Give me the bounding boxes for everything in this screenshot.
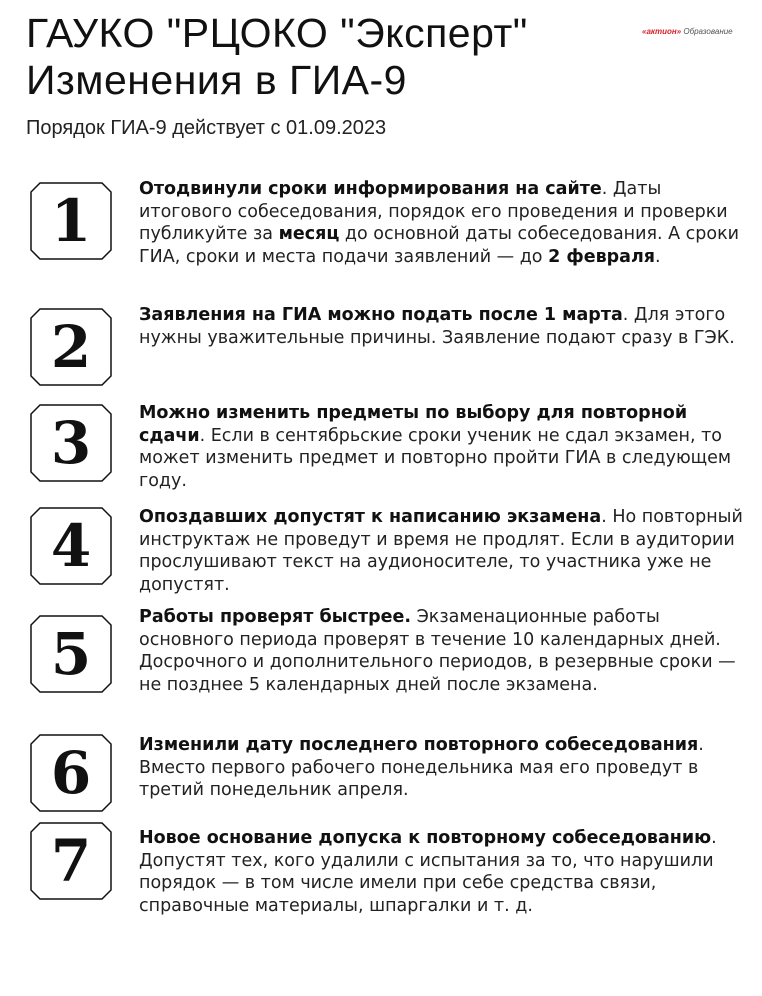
title-line-2: Изменения в ГИА-9 bbox=[26, 57, 407, 103]
item-text-bold: месяц bbox=[278, 224, 340, 245]
number-badge bbox=[30, 182, 112, 260]
item-text-run: . Вместо первого рабочего понедельника мая его проведут в третий понедельник апреля. bbox=[139, 735, 704, 801]
number-badge bbox=[30, 615, 112, 693]
item-text-run: до основной даты собеседования. А сроки ГИА, сроки и места подачи заявлений — до bbox=[139, 224, 740, 268]
number-badge bbox=[30, 404, 112, 482]
logo-subtitle: Образование bbox=[683, 27, 733, 36]
item-number: 4 bbox=[50, 512, 92, 580]
page-subtitle: Порядок ГИА-9 действует с 01.09.2023 bbox=[26, 117, 387, 139]
item-text-bold: Новое основание допуска к повторному собеседованию bbox=[139, 828, 712, 848]
item-text-run: . bbox=[655, 247, 661, 268]
item-text-bold: Изменили дату последнего повторного собеседования bbox=[139, 735, 699, 755]
number-badge bbox=[30, 308, 112, 386]
item-text bbox=[139, 402, 747, 493]
item-number: 2 bbox=[50, 313, 92, 381]
item-text-bold: Работы проверят быстрее. bbox=[139, 607, 411, 627]
item-text bbox=[139, 827, 747, 918]
item-number: 1 bbox=[50, 187, 92, 255]
item-text bbox=[139, 178, 747, 269]
item-text bbox=[139, 734, 747, 802]
item-text-run: . Даты итогового собеседования, порядок его проведения и проверки публикуйте за bbox=[139, 179, 728, 245]
item-text-run: . Допустят тех, кого удалили с испытания за то, что нарушили порядок — в том числе имели при себе средства связи, справочные материалы, шпаргалки и т. д. bbox=[139, 828, 717, 917]
item-text-run: . Но повторный инструктаж не проведут и время не продлят. Если в аудитории прослушивают текст на аудионосителе, то участника уже не допустят. bbox=[139, 507, 743, 596]
item-text-run: . Если в сентябрьские сроки ученик не сдал экзамен, то может изменить предмет и повторно пройти ГИА в следующем году. bbox=[139, 425, 732, 492]
number-badge bbox=[30, 507, 112, 585]
title-line-1: ГАУКО "РЦОКО "Эксперт" bbox=[26, 10, 528, 56]
item-number: 3 bbox=[50, 409, 92, 477]
logo-brand: «актион» bbox=[642, 27, 682, 36]
item-number: 5 bbox=[50, 620, 92, 688]
item-text-bold: Опоздавших допустят к написанию экзамена bbox=[139, 507, 602, 527]
item-text-bold: Можно изменить предметы по выбору для повторной сдачи bbox=[139, 403, 688, 446]
number-badge bbox=[30, 822, 112, 900]
page-title bbox=[26, 10, 528, 104]
item-text-run: . Для этого нужны уважительные причины. Заявление подают сразу в ГЭК. bbox=[139, 305, 735, 348]
item-number: 6 bbox=[50, 739, 92, 807]
item-number: 7 bbox=[50, 827, 92, 895]
aktion-logo bbox=[642, 27, 733, 36]
item-text-bold: Заявления на ГИА можно подать после 1 марта bbox=[139, 305, 623, 325]
number-badge bbox=[30, 734, 112, 812]
item-text-bold: Отодвинули сроки информирования на сайте bbox=[139, 179, 602, 199]
item-text bbox=[139, 304, 747, 349]
item-text bbox=[139, 506, 747, 597]
item-text-run: Экзаменационные работы основного периода проверят в течение 10 календарных дней. Досрочного и дополнительного периодов, в резервные сроки — не позднее 5 календарных дней после экзамена. bbox=[139, 607, 736, 696]
item-text bbox=[139, 606, 747, 697]
item-text-bold: 2 февраля bbox=[548, 247, 656, 268]
